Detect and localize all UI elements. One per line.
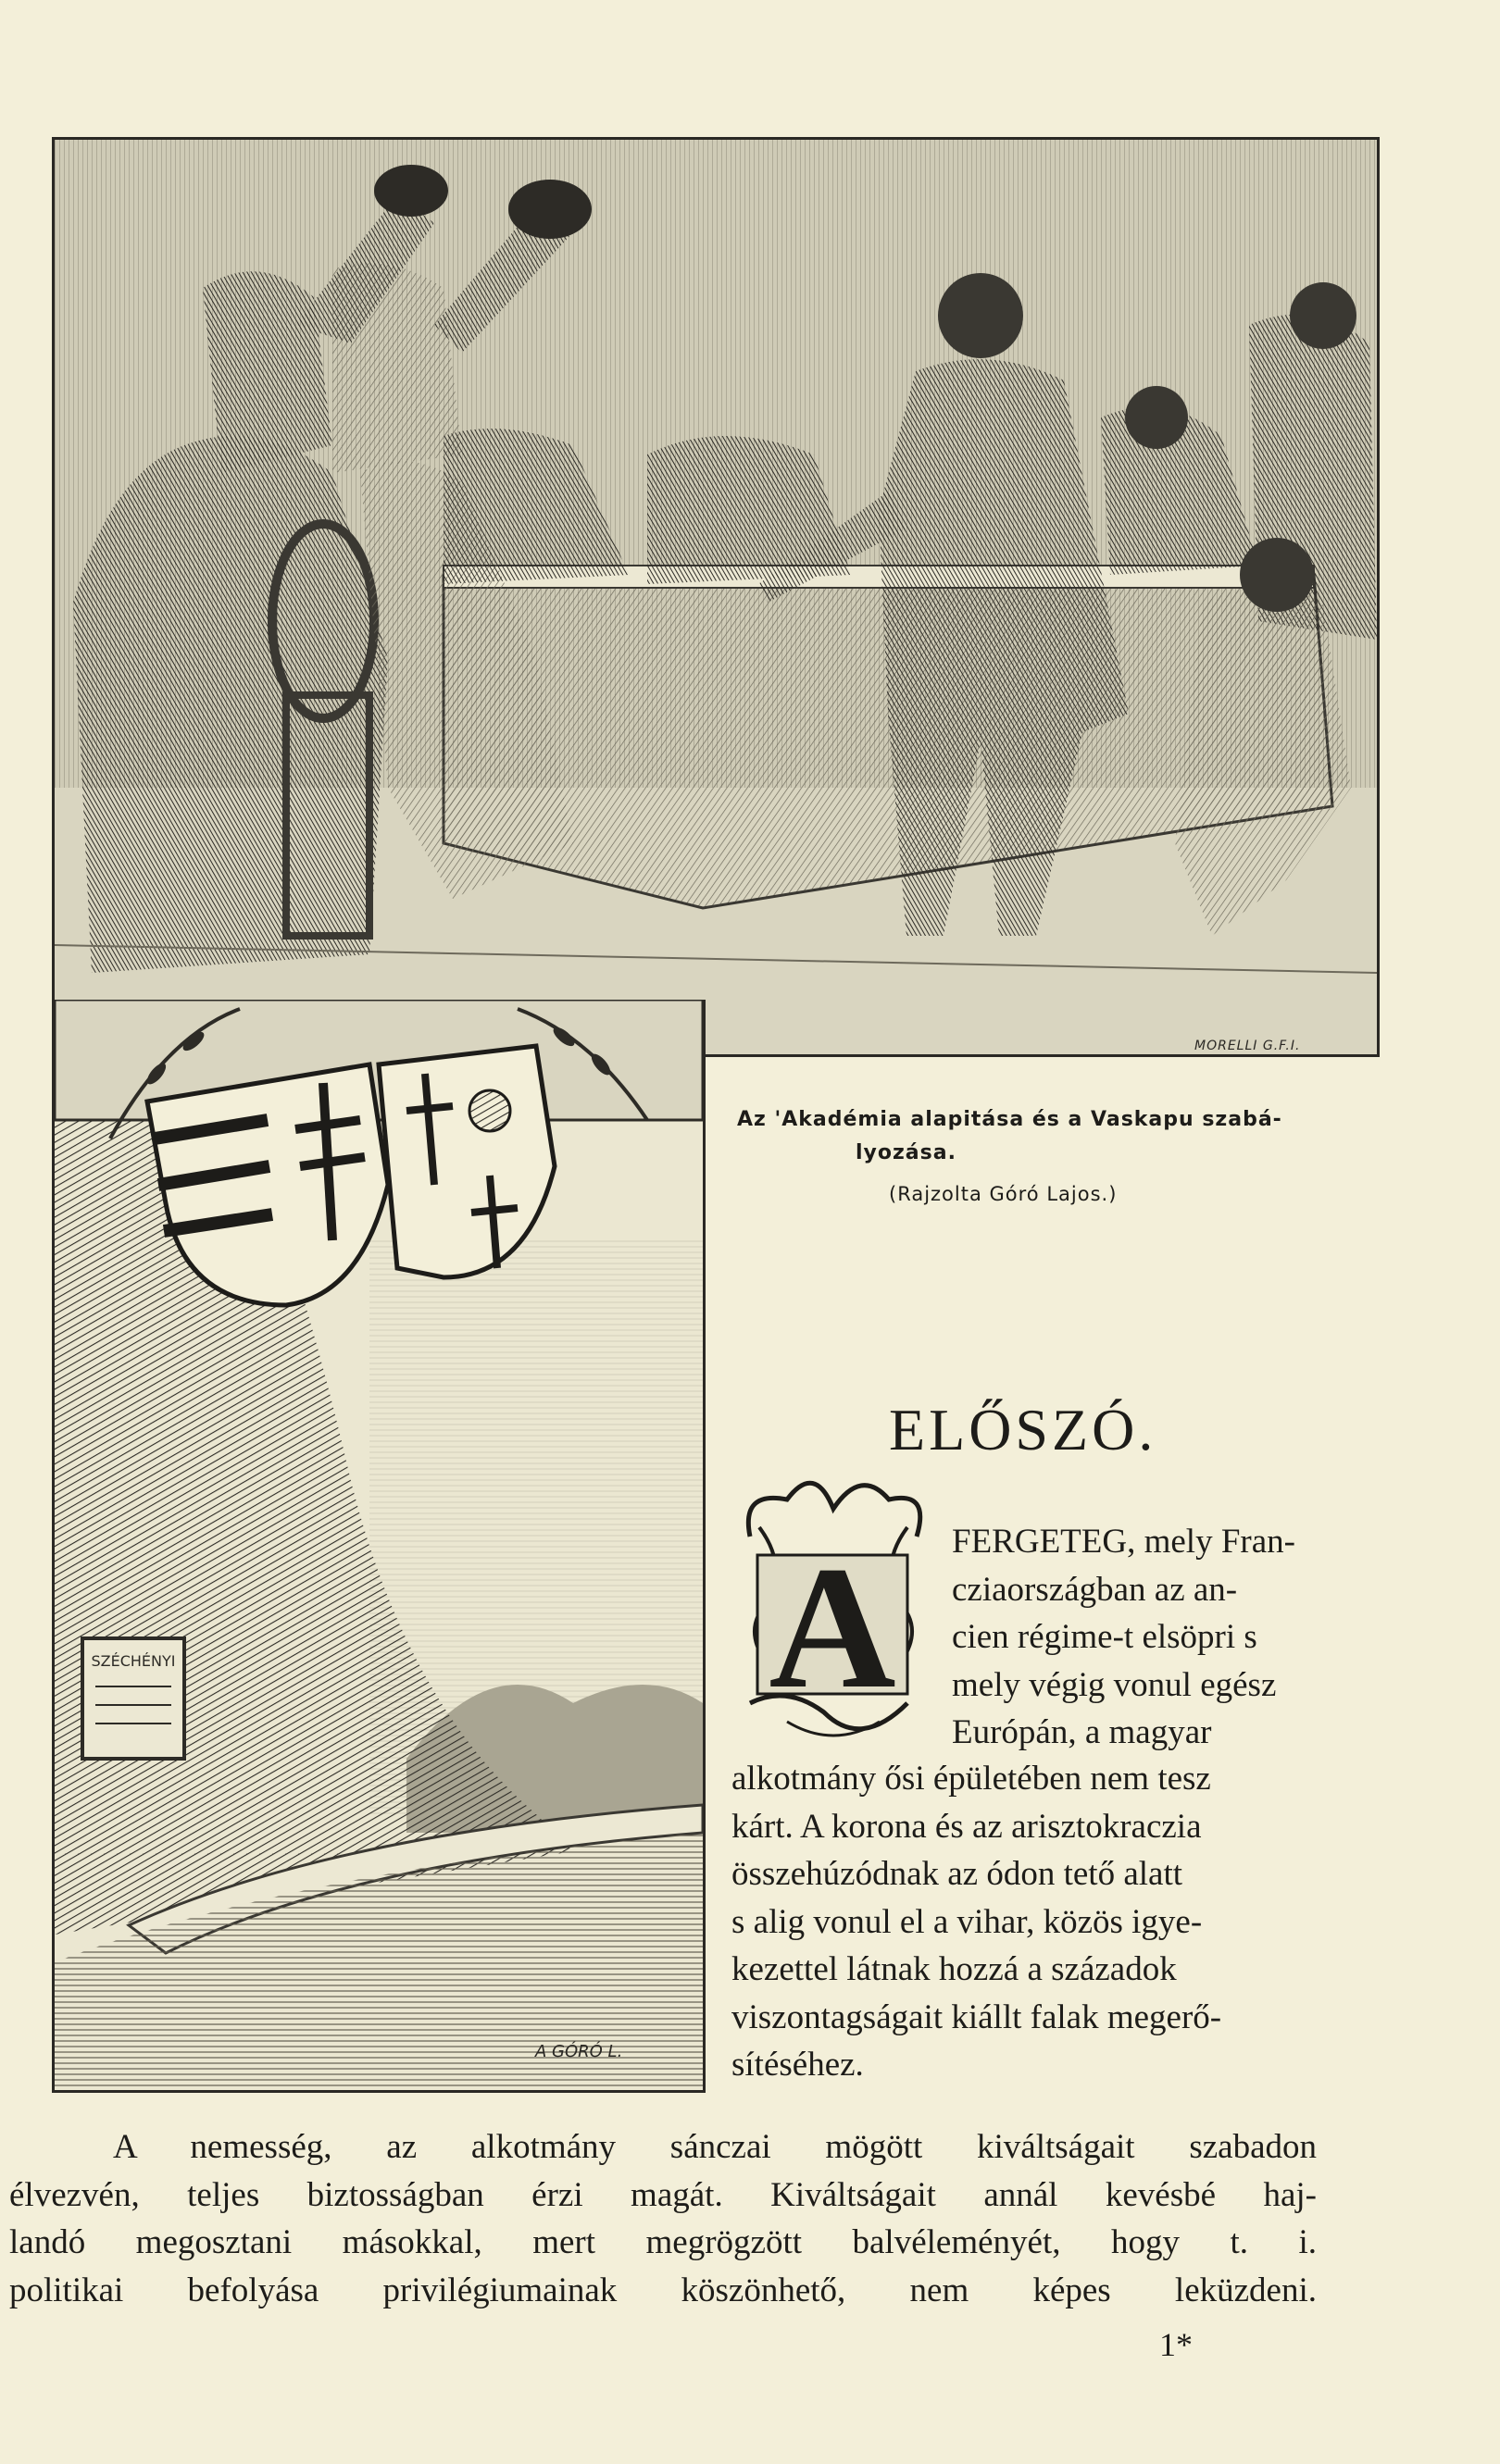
text-line: FERGETEG, mely Fran- [952, 1523, 1295, 1561]
engraving-scene [55, 140, 1377, 1054]
paragraph-part-a [952, 1518, 1339, 1757]
caption-line-2: lyozása. [856, 1141, 956, 1164]
drop-cap-ornament [731, 1472, 933, 1749]
illustration-caption [737, 1103, 1367, 1170]
text-line: sítéséhez. [731, 2046, 864, 2084]
iron-gate-scene [55, 1000, 703, 2090]
monument-inscription: SZÉCHÉNYI [91, 1652, 176, 1670]
ornamental-drop-cap [731, 1472, 933, 1749]
artist-signature: A GÓRÓ L. [535, 2042, 623, 2061]
text-line: kárt. A korona és az arisztokraczia [731, 1807, 1202, 1846]
text-line: viszontagságait kiállt falak megerő- [731, 1997, 1222, 2036]
page-folio: 1* [1159, 2326, 1193, 2363]
text-line: cziaországban az an- [952, 1570, 1238, 1609]
text-line: élvezvén, teljes biztosságban érzi magát. Kiváltságait annál kevésbé haj- [9, 2175, 1317, 2214]
text-line: politikai befolyása privilégiumainak köszönhető, nem képes leküzdeni. [9, 2271, 1317, 2309]
text-line: Európán, a magyar [952, 1713, 1212, 1751]
text-line: cien régime-t elsöpri s [952, 1618, 1257, 1656]
text-line: alkotmány ősi épületében nem tesz [731, 1760, 1211, 1798]
text-line: összehúzódnak az ódon tető alatt [731, 1855, 1182, 1893]
text-line: mely végig vonul egész [952, 1665, 1277, 1704]
text-line: landó megosztani másokkal, mert megrögzött balvéleményét, hogy t. i. [9, 2223, 1317, 2261]
paragraph-part-c [9, 2123, 1317, 2314]
text-line: kezettel látnak hozzá a századok [731, 1950, 1177, 1988]
text-line: A nemesség, az alkotmány sánczai mögött kiváltságait szabadon [113, 2128, 1317, 2166]
engraver-signature: MORELLI G.F.I. [1194, 1039, 1301, 1053]
paragraph-part-b [731, 1755, 1339, 2089]
academy-founding-engraving [52, 137, 1380, 1057]
text-line: s alig vonul el a vihar, közös igye- [731, 1902, 1203, 1941]
chapter-title: ELŐSZÓ. [889, 1397, 1157, 1462]
drop-cap-letter: A [769, 1531, 896, 1725]
iron-gate-engraving [52, 1000, 706, 2093]
caption-line-1: Az 'Akadémia alapitása és a Vaskapu szabá- [737, 1108, 1282, 1131]
caption-credit: (Rajzolta Góró Lajos.) [889, 1183, 1118, 1205]
